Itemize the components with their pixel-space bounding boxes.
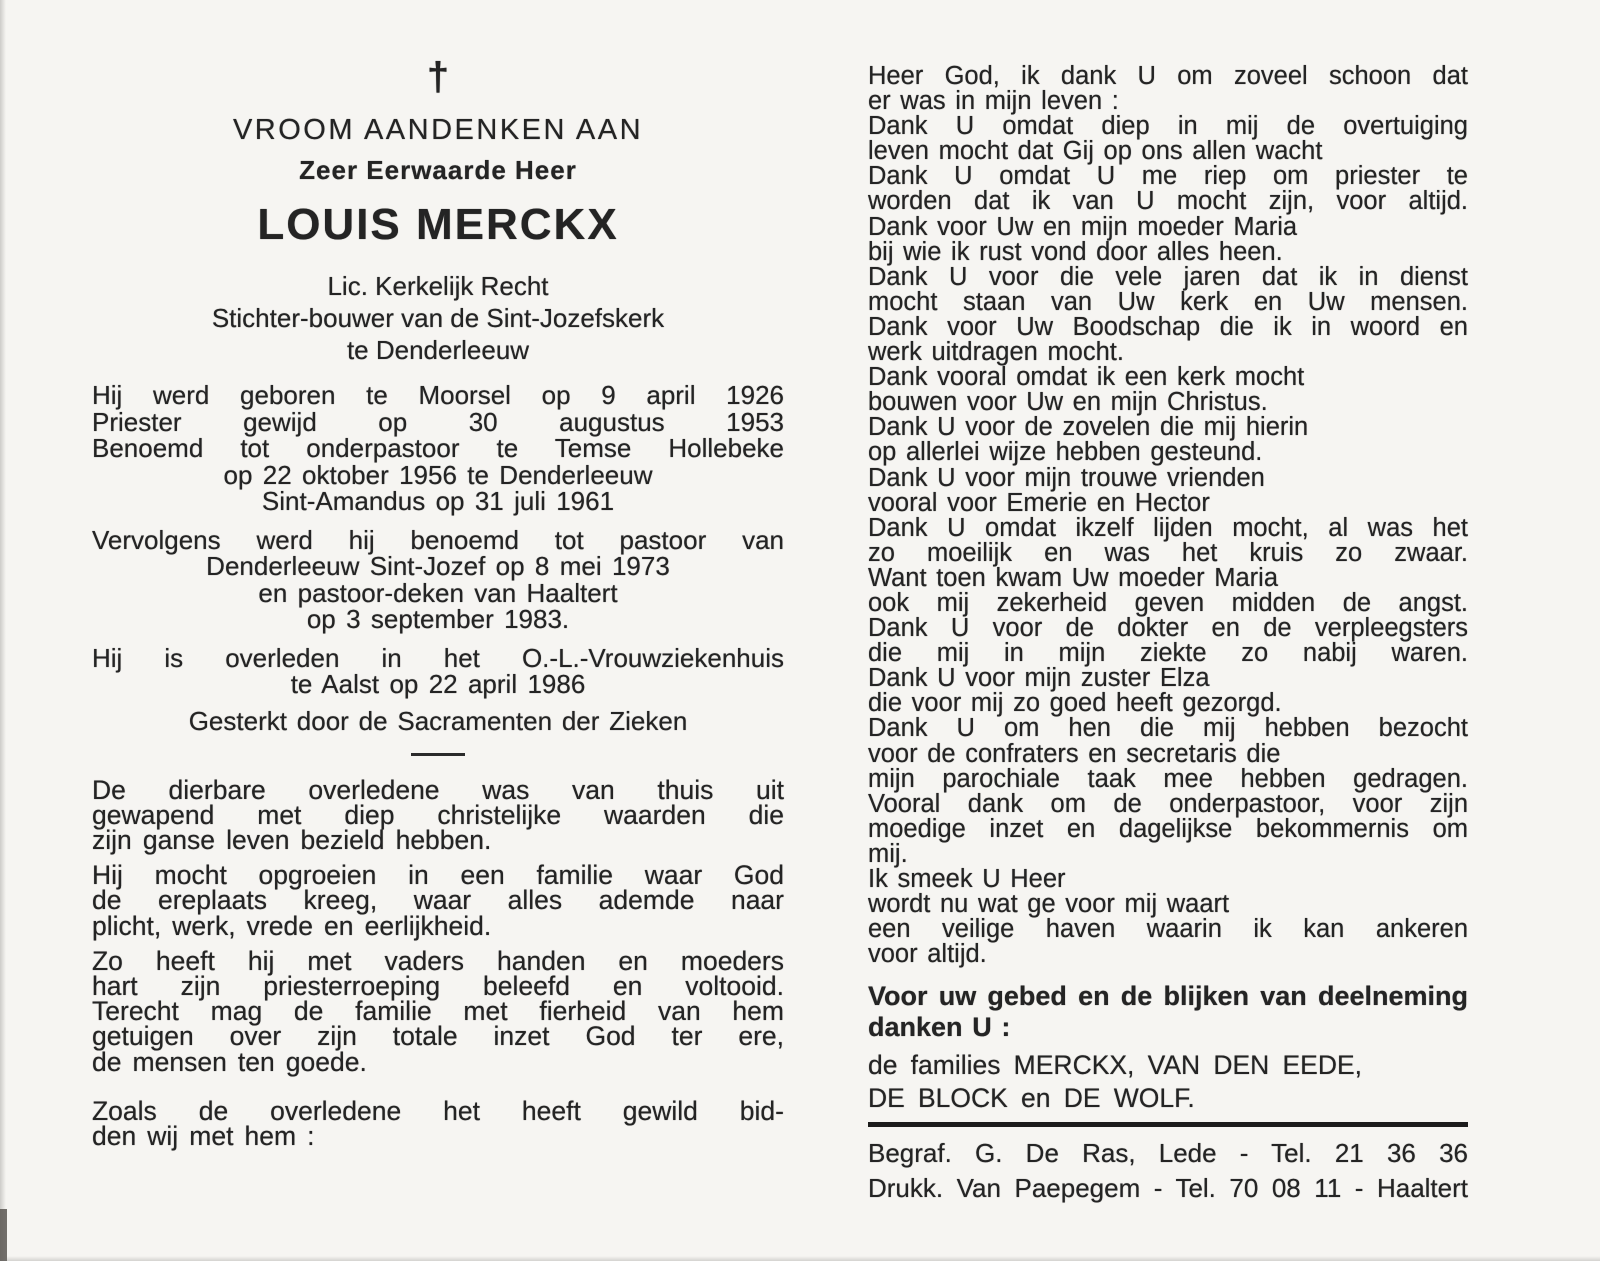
prayer-text <box>868 64 1468 967</box>
prayer-line: Vooral dank om de onderpastoor, voor zijn <box>868 789 1468 818</box>
prayer-line: Ik smeek U Heer <box>868 865 1066 893</box>
deceased-name: LOUIS MERCKX <box>257 200 619 249</box>
title-line: Stichter-bouwer van de Sint-Jozefskerk <box>211 303 665 333</box>
prayer-line: zo moeilijk en was het kruis zo zwaar. <box>868 538 1468 567</box>
honorific-line: Zeer Eerwaarde Heer <box>299 155 577 185</box>
bio-line: Vervolgens werd hij benoemd tot pastoor van <box>92 524 784 555</box>
footer-divider <box>868 1122 1468 1127</box>
prose-line: Zo heeft hij met vaders handen en moeders <box>92 945 784 976</box>
bio-line: Hij is overleden in het O.-L.-Vrouwziekenhuis <box>92 642 784 673</box>
title-line: Lic. Kerkelijk Recht <box>327 271 549 301</box>
title-line: te Denderleeuw <box>346 335 530 365</box>
prose-line: Hij mocht opgroeien in een familie waar God <box>92 860 784 891</box>
prayer-line: werk uitdragen mocht. <box>868 338 1124 367</box>
bio-line: op 22 oktober 1956 te Denderleeuw <box>223 459 653 490</box>
prayer-line: leven mocht dat Gij op ons allen wacht <box>868 137 1323 166</box>
prayer-line: voor altijd. <box>868 940 987 969</box>
prayer-line: Dank U omdat U me riep om priester te <box>868 162 1468 191</box>
prayer-line: Dank vooral omdat ik een kerk mocht <box>868 363 1305 392</box>
prayer-line: die voor mij zo goed heeft gezorgd. <box>868 689 1282 718</box>
family-line: DE BLOCK en DE WOLF. <box>868 1083 1195 1114</box>
prayer-line: mijn parochiale taak mee hebben gedragen. <box>868 764 1468 793</box>
credit-line: Drukk. Van Paepegem - Tel. 70 08 11 - Haaltert <box>868 1172 1468 1203</box>
right-page <box>868 64 1468 1205</box>
bio-line: op 3 september 1983. <box>306 604 570 634</box>
prayer-line: moedige inzet en dagelijkse bekommernis om <box>868 814 1468 843</box>
title-lines <box>92 270 784 366</box>
prayer-line: op allerlei wijze hebben gesteund. <box>868 438 1263 467</box>
prose-paragraph-4 <box>92 1095 784 1151</box>
prayer-line: Dank U voor mijn trouwe vrienden <box>868 463 1265 492</box>
left-page <box>92 56 784 1149</box>
prose-line: getuigen over zijn totale inzet God ter ere, <box>92 1021 784 1052</box>
bio-line: Benoemd tot onderpastoor te Temse Hollebeke <box>92 433 784 463</box>
memorial-kicker: VROOM AANDENKEN AAN <box>232 114 644 146</box>
bio-line: Hij werd geboren te Moorsel op 9 april 1926 <box>92 380 784 410</box>
prayer-line: mij. <box>868 839 908 868</box>
prose-line: hart zijn priesterroeping beleefd en voltooid. <box>92 970 784 1001</box>
bio-line: Priester gewijd op 30 augustus 1953 <box>92 406 784 437</box>
scan-edge-artifact <box>0 1209 7 1261</box>
prayer-line: Want toen kwam Uw moeder Maria <box>868 563 1279 592</box>
section-divider <box>411 753 465 756</box>
prose-line: de ereplaats kreeg, waar alles ademde naar <box>92 885 784 916</box>
prayer-line: bouwen voor Uw en mijn Christus. <box>868 388 1268 417</box>
prose-line: plicht, werk, vrede en eerlijkheid. <box>92 910 492 941</box>
prayer-line: wordt nu wat ge voor mij waart <box>868 890 1230 919</box>
bio-block-birth <box>92 382 784 515</box>
prayer-line: Dank U voor die vele jaren dat ik in dienst <box>868 262 1468 291</box>
prayer-line: bij wie ik rust vond door alles heen. <box>868 237 1283 266</box>
prayer-line: Heer God, ik dank U om zoveel schoon dat <box>868 62 1468 90</box>
cross-icon: † <box>426 55 450 99</box>
prose-paragraph-2 <box>92 860 784 941</box>
credit-line: Begraf. G. De Ras, Lede - Tel. 21 36 36 <box>868 1138 1468 1169</box>
prayer-line: voor de confraters en secretaris die <box>868 739 1281 768</box>
undertaker-printer-credits <box>868 1136 1468 1205</box>
prayer-line: Dank voor Uw en mijn moeder Maria <box>868 212 1298 241</box>
prayer-line: ook mij zekerheid geven midden de angst. <box>868 588 1468 617</box>
prayer-line: die mij in mijn ziekte zo nabij waren. <box>868 639 1468 668</box>
family-names <box>868 1049 1468 1115</box>
bio-line: en pastoor-deken van Haaltert <box>258 577 618 608</box>
family-line: de families MERCKX, VAN DEN EEDE, <box>868 1050 1362 1081</box>
closing-line: Voor uw gebed en de blijken van deelneming <box>868 981 1468 1012</box>
prayer-line: een veilige haven waarin ik kan ankeren <box>868 915 1468 944</box>
closing-thanks <box>868 981 1468 1043</box>
prayer-line: Dank voor Uw Boodschap die ik in woord en <box>868 312 1468 341</box>
prose-line: de mensen ten goede. <box>92 1046 367 1077</box>
prayer-line: Dank U voor de zovelen die mij hierin <box>868 413 1309 442</box>
prose-line: De dierbare overledene was van thuis uit <box>92 774 784 805</box>
bio-line: Denderleeuw Sint-Jozef op 8 mei 1973 <box>206 551 670 581</box>
prayer-line: Dank U voor mijn zuster Elza <box>868 664 1210 693</box>
prose-line: Zoals de overledene het heeft gewild bid- <box>92 1095 784 1126</box>
prayer-line: er was in mijn leven : <box>868 87 1119 116</box>
prayer-line: Dank U om hen die mij hebben bezocht <box>868 714 1468 743</box>
bio-block-pastor <box>92 524 784 634</box>
closing-line: danken U : <box>868 1012 1011 1043</box>
bio-line: te Aalst op 22 april 1986 <box>290 669 586 699</box>
prayer-line: Dank U voor de dokter en de verpleegsters <box>868 614 1468 643</box>
prayer-line: mocht staan van Uw kerk en Uw mensen. <box>868 287 1468 316</box>
sacrament-line: Gesterkt door de Sacramenten der Zieken <box>188 705 688 736</box>
prose-paragraph-3 <box>92 945 784 1077</box>
prose-line: gewapend met diep christelijke waarden die <box>92 799 784 830</box>
bio-line: Sint-Amandus op 31 juli 1961 <box>261 486 615 516</box>
prose-paragraph-1 <box>92 774 784 855</box>
bio-block-death <box>92 642 784 699</box>
prose-line: Terecht mag de familie met fierheid van hem <box>92 996 784 1027</box>
prose-line: den wij met hem : <box>92 1120 315 1151</box>
prayer-line: Dank U omdat diep in mij de overtuiging <box>868 112 1468 141</box>
prayer-line: vooral voor Emerie en Hector <box>868 488 1210 517</box>
prayer-line: worden dat ik van U mocht zijn, voor altijd. <box>868 187 1468 216</box>
prayer-line: Dank U omdat ikzelf lijden mocht, al was het <box>868 513 1468 542</box>
prose-line: zijn ganse leven bezield hebben. <box>92 824 492 855</box>
